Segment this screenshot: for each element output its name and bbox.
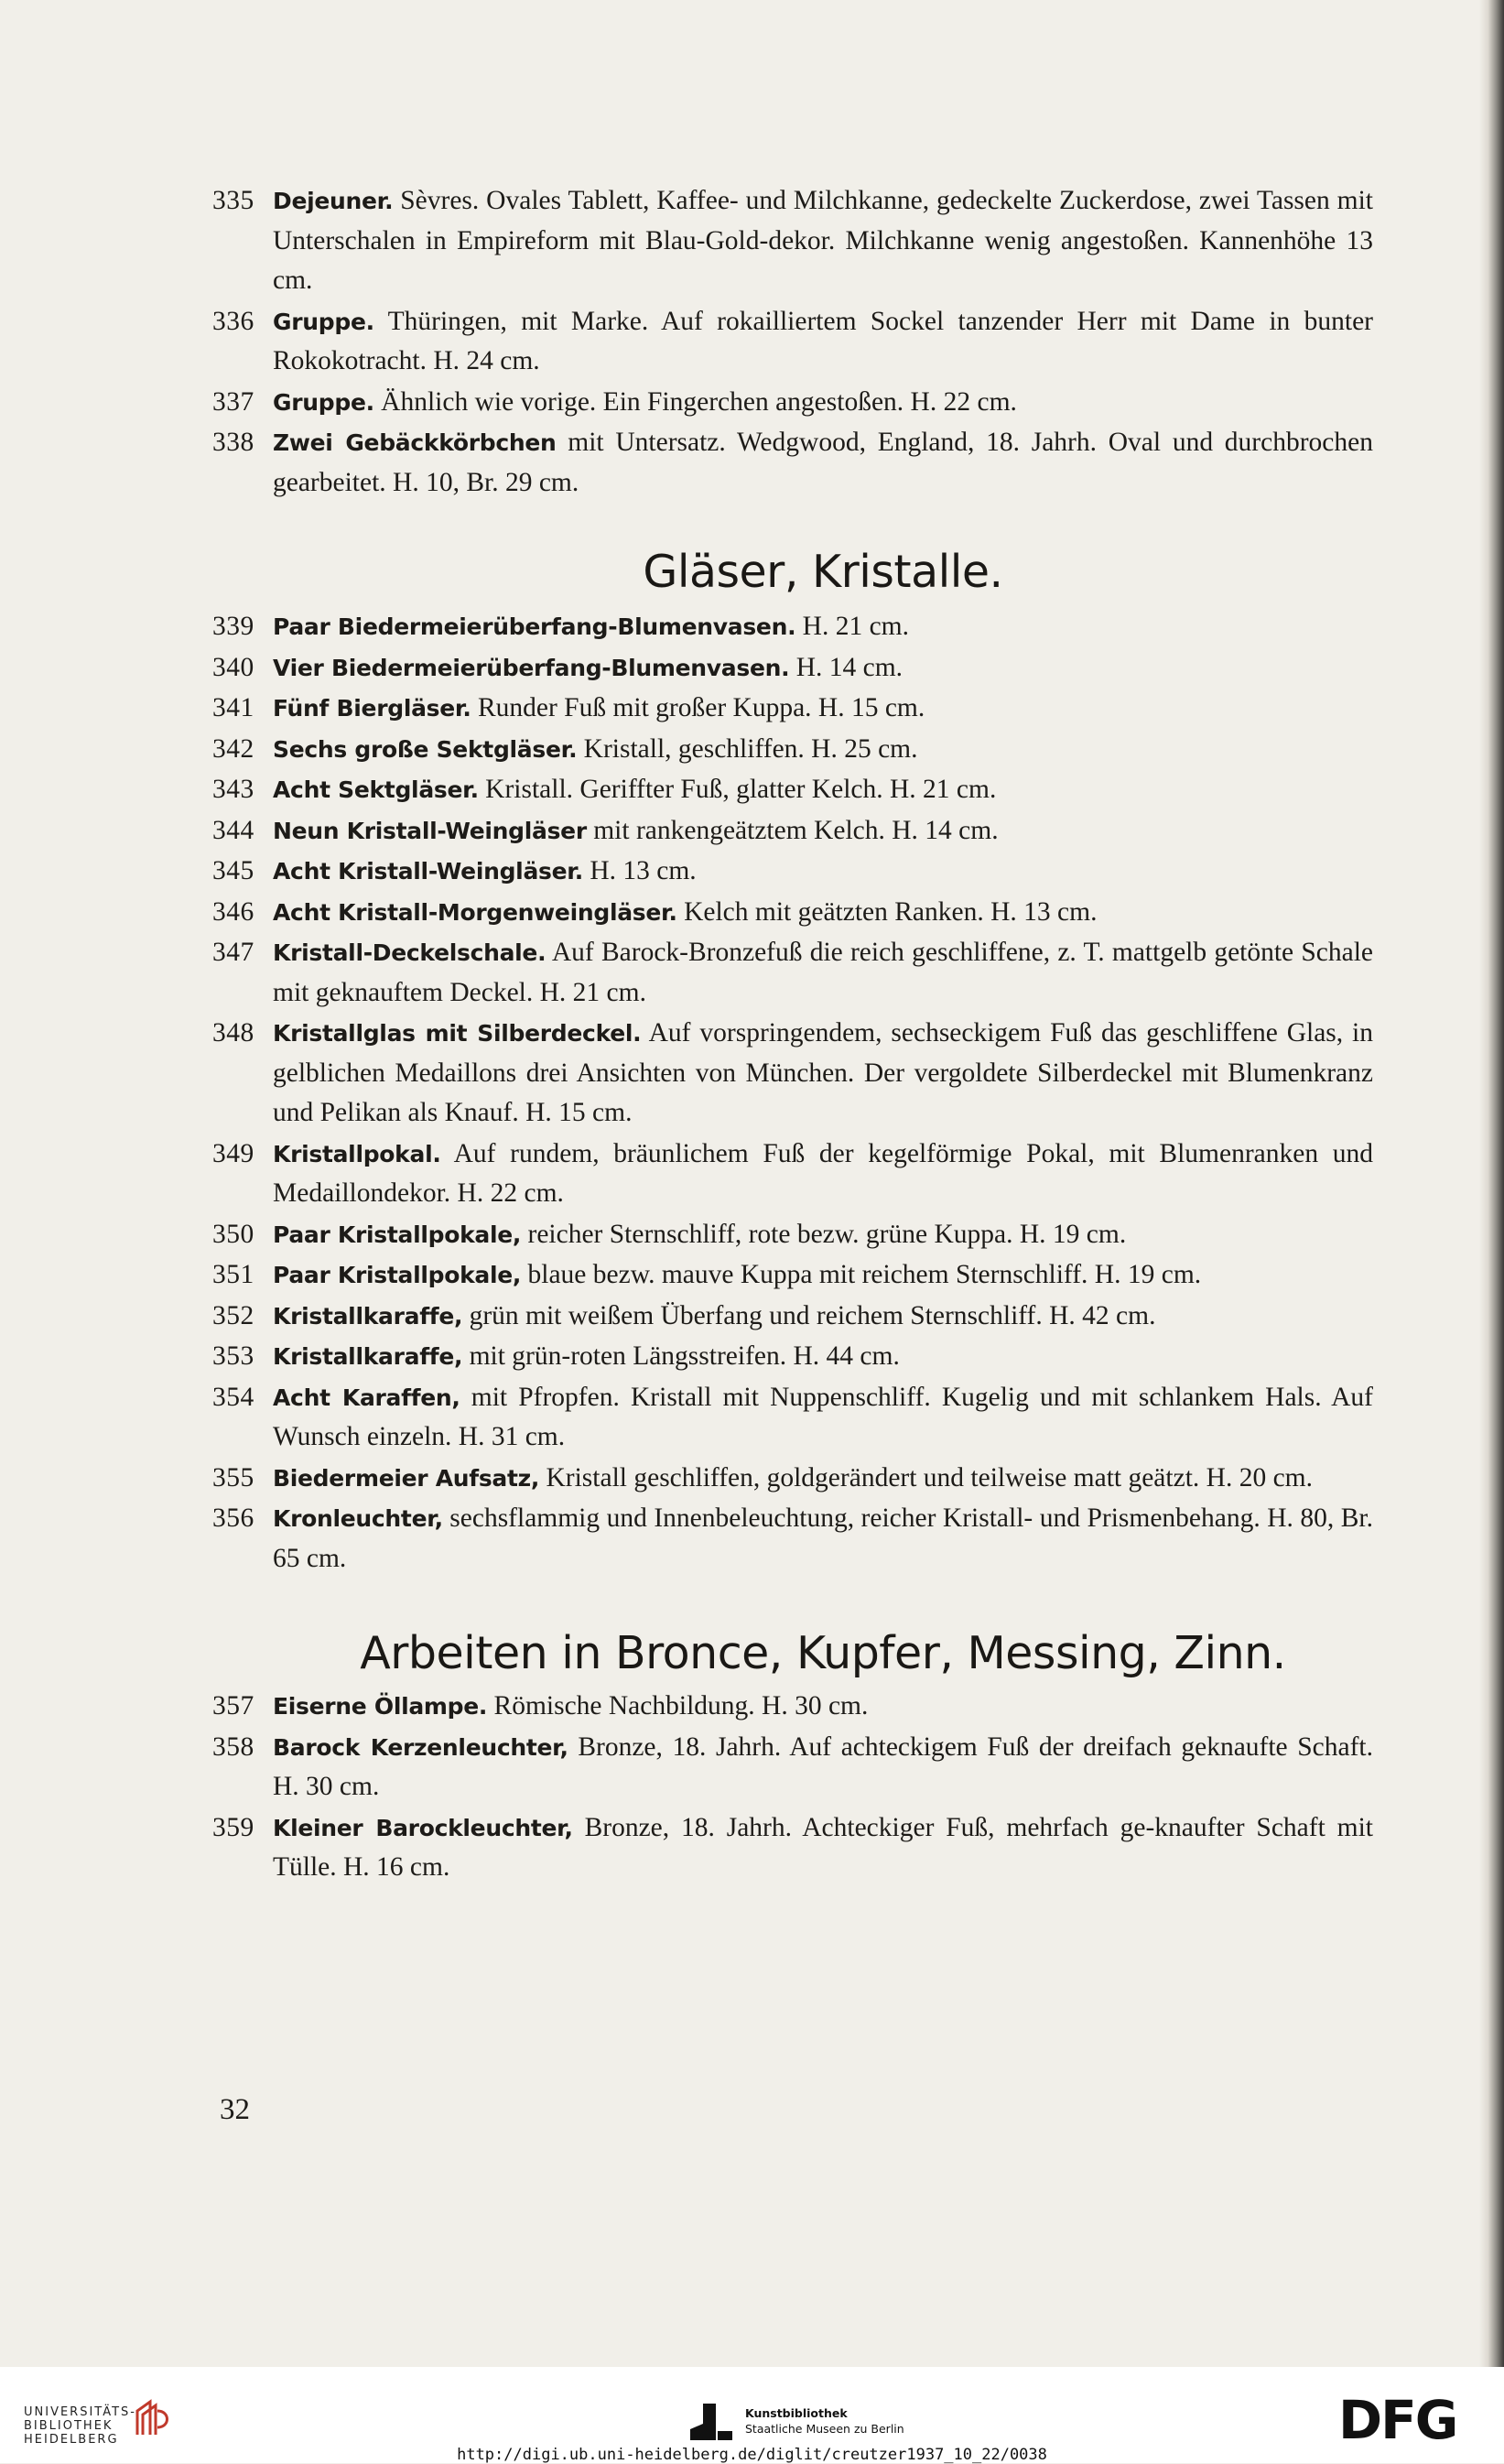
catalog-entry xyxy=(212,933,1373,1013)
kb-name: Kunstbibliothek xyxy=(745,2406,848,2420)
entry-description: H. 21 cm. xyxy=(795,612,909,641)
entry-number: 352 xyxy=(212,1300,254,1330)
entry-description: mit grün-roten Längsstreifen. H. 44 cm. xyxy=(462,1341,900,1371)
entry-title: Paar Kristallpokale, xyxy=(273,1262,522,1288)
entry-number: 353 xyxy=(212,1341,254,1371)
catalog-entry xyxy=(212,1728,1373,1807)
entry-description: Kelch mit geätzten Ranken. H. 13 cm. xyxy=(676,896,1098,927)
digitization-footer xyxy=(0,2367,1504,2463)
entry-title: Kristallpokal. xyxy=(273,1140,441,1167)
catalog-entry xyxy=(212,893,1373,933)
catalog-page xyxy=(212,181,1373,1889)
catalog-entry xyxy=(212,648,1373,689)
entry-description: H. 14 cm. xyxy=(789,652,903,682)
entry-number: 338 xyxy=(212,428,254,457)
entry-description: Auf Barock-Bronzefuß die reich geschliffene, z. T. mattgelb getönte Schale mit geknauftem Deckel. H. 21 cm. xyxy=(273,938,1373,1007)
catalog-entry xyxy=(212,1687,1373,1727)
catalog-entry xyxy=(212,383,1373,423)
uni-line-1: UNIVERSITÄTS- xyxy=(24,2405,136,2419)
catalog-entry xyxy=(212,607,1373,647)
entry-title: Acht Kristall-Weingläser. xyxy=(273,858,583,885)
entry-number: 343 xyxy=(212,775,254,804)
entry-title: Kronleuchter, xyxy=(273,1505,443,1532)
entry-title: Neun Kristall-Weingläser xyxy=(273,817,587,844)
entry-number: 354 xyxy=(212,1382,254,1412)
entry-title: Fünf Biergläser. xyxy=(273,695,471,722)
entry-title: Paar Biedermeierüberfang-Blumenvasen. xyxy=(273,613,796,640)
catalog-entry xyxy=(212,689,1373,729)
entry-description: reicher Sternschliff, rote bezw. grüne Kuppa. H. 19 cm. xyxy=(521,1219,1127,1249)
page-number: 32 xyxy=(220,2093,250,2126)
entry-number: 347 xyxy=(212,938,254,967)
entry-title: Kristallkaraffe, xyxy=(273,1343,463,1370)
entry-description: Kristall, geschliffen. H. 25 cm. xyxy=(577,733,918,764)
page-edge-shadow xyxy=(1479,0,1504,2367)
entry-description: mit Untersatz. Wedgwood, England, 18. Jahrh. Oval und durchbrochen gearbeitet. H. 10, Br. 29 cm. xyxy=(273,428,1373,497)
entry-number: 339 xyxy=(212,612,254,641)
entry-description: Thüringen, mit Marke. Auf rokailliertem Sockel tanzender Herr mit Dame in bunter Rokokotracht. H. 24 cm. xyxy=(273,306,1373,375)
entry-number: 350 xyxy=(212,1219,254,1249)
entry-description: Auf rundem, bräunlichem Fuß der kegelförmige Pokal, mit Blumenranken und Medaillondekor. H. 22 cm. xyxy=(273,1138,1373,1208)
catalog-entry xyxy=(212,1499,1373,1579)
catalog-entry xyxy=(212,852,1373,892)
entries-porcelain xyxy=(212,181,1373,503)
entry-number: 344 xyxy=(212,815,254,845)
entry-number: 348 xyxy=(212,1018,254,1047)
entry-description: sechsflammig und Innenbeleuchtung, reicher Kristall- und Prismenbehang. H. 80, Br. 65 cm. xyxy=(273,1503,1373,1573)
catalog-entry xyxy=(212,1297,1373,1337)
catalog-entry xyxy=(212,1459,1373,1499)
entry-description: Kristall geschliffen, goldgerändert und teilweise matt geätzt. H. 20 cm. xyxy=(539,1462,1313,1493)
catalog-entry xyxy=(212,1808,1373,1888)
dfg-logo: DFG xyxy=(1338,2389,1457,2451)
catalog-entry xyxy=(212,1134,1373,1214)
entry-number: 337 xyxy=(212,386,254,417)
section-heading-glass: Gläser, Kristalle. xyxy=(643,546,1003,598)
catalog-entry xyxy=(212,770,1373,810)
entry-title: Barock Kerzenleuchter, xyxy=(273,1733,568,1761)
entry-description: Kristall. Geriffter Fuß, glatter Kelch. H. 21 cm. xyxy=(478,775,997,804)
entry-description: Runder Fuß mit großer Kuppa. H. 15 cm. xyxy=(471,693,925,722)
entry-title: Eiserne Öllampe. xyxy=(273,1693,488,1720)
entries-metal xyxy=(212,1687,1373,1888)
entry-description: Sèvres. Ovales Tablett, Kaffee- und Milchkanne, gedeckelte Zuckerdose, zwei Tassen mit Unterschalen in Empireform mit Blau-Gold-dekor. Milchkanne wenig angestoßen. Kannenhöhe 13 cm. xyxy=(273,186,1373,295)
entries-glass xyxy=(212,607,1373,1579)
catalog-entry xyxy=(212,423,1373,503)
catalog-entry xyxy=(212,1255,1373,1296)
entry-number: 346 xyxy=(212,896,254,927)
entry-title: Dejeuner. xyxy=(273,188,394,214)
university-library-icon xyxy=(134,2398,174,2440)
catalog-entry xyxy=(212,181,1373,301)
entry-title: Vier Biedermeierüberfang-Blumenvasen. xyxy=(273,654,790,681)
catalog-entry xyxy=(212,1215,1373,1255)
entry-description: H. 13 cm. xyxy=(582,856,697,885)
catalog-entry xyxy=(212,811,1373,852)
kunstbibliothek-label xyxy=(745,2405,904,2437)
source-url[interactable]: http://digi.ub.uni-heidelberg.de/diglit/creutzer1937_10_22/0038 xyxy=(457,2446,1047,2464)
entry-number: 357 xyxy=(212,1691,254,1720)
entry-title: Zwei Gebäckkörbchen xyxy=(273,429,557,456)
entry-number: 356 xyxy=(212,1503,254,1533)
entry-description: Bronze, 18. Jahrh. Auf achteckigem Fuß der dreifach geknaufte Schaft. H. 30 cm. xyxy=(273,1731,1373,1801)
entry-title: Gruppe. xyxy=(273,308,374,335)
entry-title: Acht Kristall-Morgenweingläser. xyxy=(273,898,677,926)
entry-title: Kristallkaraffe, xyxy=(273,1302,463,1330)
entry-title: Gruppe. xyxy=(273,388,374,416)
entry-description: Römische Nachbildung. H. 30 cm. xyxy=(487,1691,869,1720)
entry-number: 359 xyxy=(212,1812,254,1842)
university-library-logo-text xyxy=(24,2405,136,2447)
entry-number: 335 xyxy=(212,186,254,215)
uni-line-3: HEIDELBERG xyxy=(24,2433,119,2447)
section-heading-metal: Arbeiten in Bronce, Kupfer, Messing, Zinn. xyxy=(360,1627,1286,1679)
entry-title: Kristall-Deckelschale. xyxy=(273,939,546,966)
entry-description: mit rankengeätztem Kelch. H. 14 cm. xyxy=(586,815,999,845)
entry-number: 355 xyxy=(212,1462,254,1493)
kb-subtitle: Staatliche Museen zu Berlin xyxy=(745,2422,904,2436)
catalog-entry xyxy=(212,730,1373,770)
entry-title: Paar Kristallpokale, xyxy=(273,1221,522,1248)
catalog-entry xyxy=(212,1014,1373,1134)
entry-description: Auf vorspringendem, sechseckigem Fuß das geschliffene Glas, in gelblichen Medaillons drei Ansichten von München. Der vergoldete Silberdeckel mit Blumenkranz und Pelikan als Knauf. H. 15 cm. xyxy=(273,1018,1373,1127)
entry-title: Acht Karaffen, xyxy=(273,1384,460,1411)
entry-title: Kristallglas mit Silberdeckel. xyxy=(273,1020,642,1047)
entry-number: 336 xyxy=(212,306,254,336)
entry-title: Acht Sektgläser. xyxy=(273,776,479,803)
entry-number: 342 xyxy=(212,733,254,764)
entry-title: Sechs große Sektgläser. xyxy=(273,735,578,763)
entry-title: Kleiner Barockleuchter, xyxy=(273,1814,573,1841)
entry-number: 351 xyxy=(212,1260,254,1289)
entry-number: 345 xyxy=(212,856,254,885)
entry-description: blaue bezw. mauve Kuppa mit reichem Sternschliff. H. 19 cm. xyxy=(521,1260,1202,1289)
entry-description: Bronze, 18. Jahrh. Achteckiger Fuß, mehrfach ge-knaufter Schaft mit Tülle. H. 16 cm. xyxy=(273,1812,1373,1882)
entry-number: 340 xyxy=(212,652,254,682)
entry-title: Biedermeier Aufsatz, xyxy=(273,1464,540,1492)
uni-line-2: BIBLIOTHEK xyxy=(24,2419,114,2433)
entry-number: 358 xyxy=(212,1731,254,1762)
entry-description: Ähnlich wie vorige. Ein Fingerchen angestoßen. H. 22 cm. xyxy=(373,386,1017,417)
catalog-entry xyxy=(212,1337,1373,1377)
entry-number: 341 xyxy=(212,693,254,722)
entry-number: 349 xyxy=(212,1138,254,1168)
entry-description: mit Pfropfen. Kristall mit Nuppenschliff. Kugelig und mit schlankem Hals. Auf Wunsch einzeln. H. 31 cm. xyxy=(273,1382,1373,1451)
catalog-entry xyxy=(212,1378,1373,1458)
kunstbibliothek-icon xyxy=(687,2402,736,2442)
entry-description: grün mit weißem Überfang und reichem Sternschliff. H. 42 cm. xyxy=(462,1300,1156,1330)
catalog-entry xyxy=(212,302,1373,382)
